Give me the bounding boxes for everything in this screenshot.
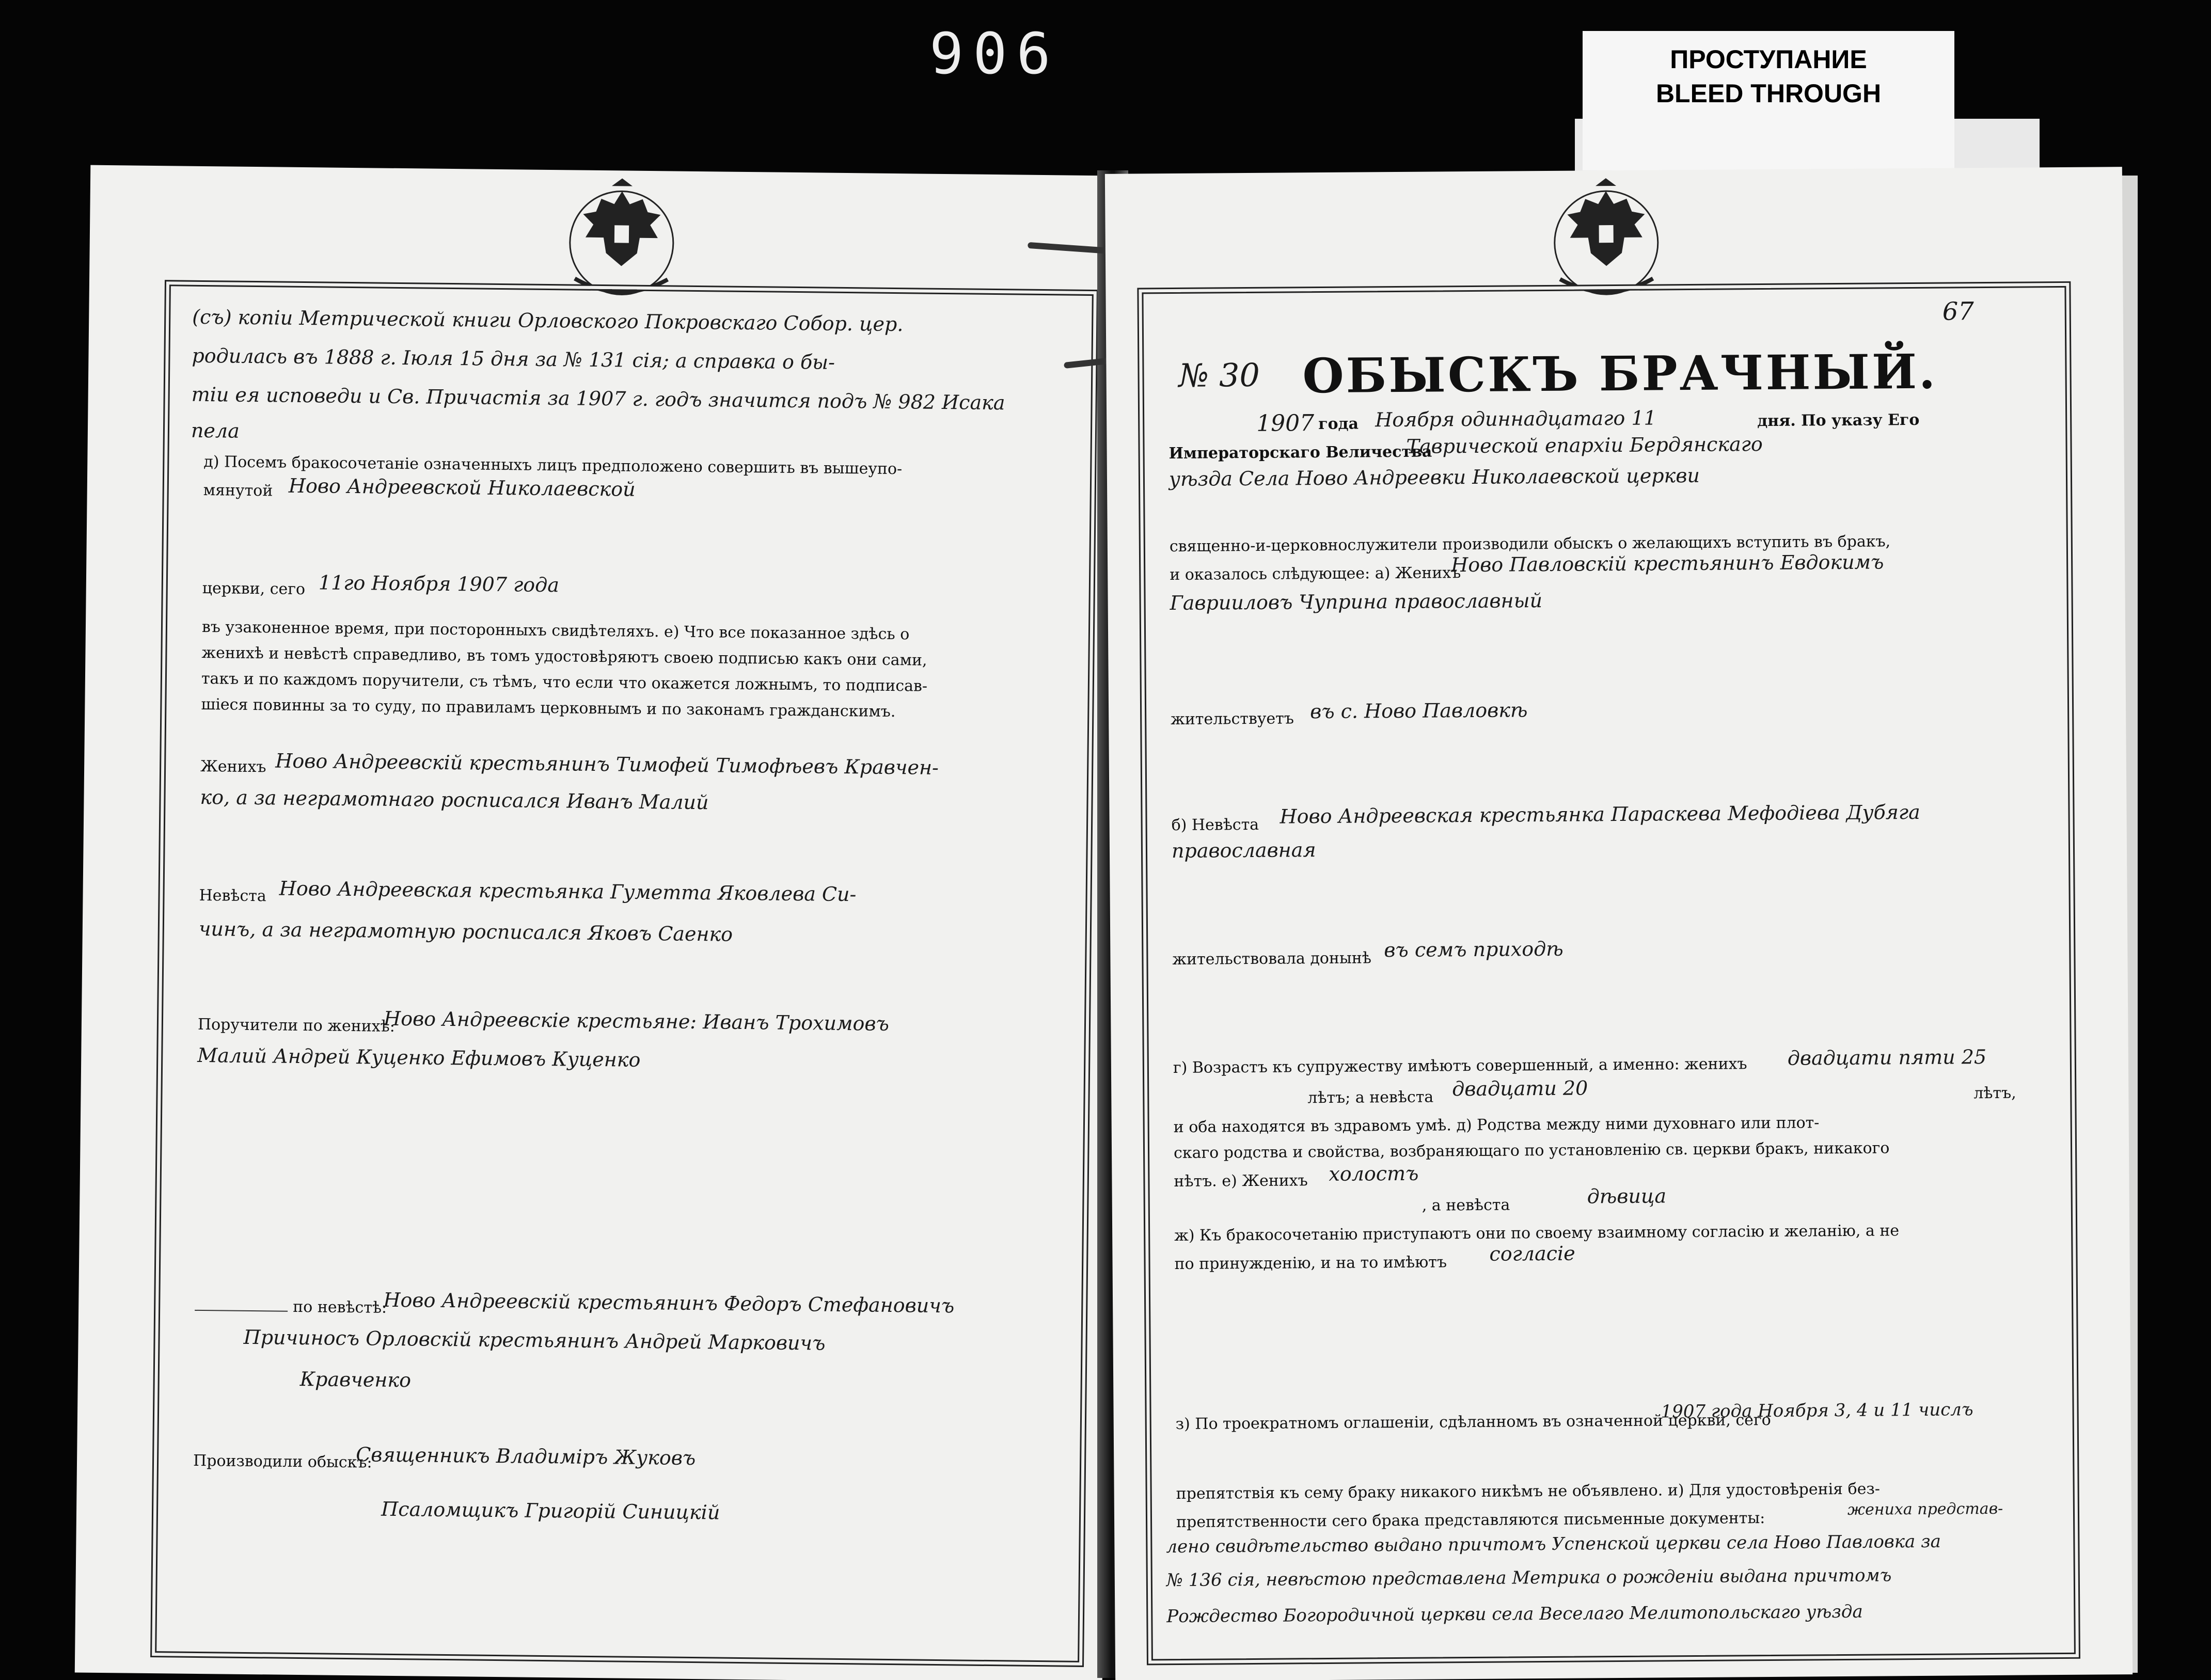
guarantors-bride-line-2: Причиносъ Орловскій крестьянинъ Андрей Марковичъ [243,1325,826,1355]
record-year-label: года [1318,415,1359,434]
bride-residence-hand: въ семъ приходѣ [1384,937,1564,962]
bride-label: Невѣста [199,886,266,906]
documents-line-4: Рождество Богородичной церкви села Веселаго Мелитопольскаго уѣзда [1166,1601,1863,1627]
wedding-date-hand: 11го Ноября 1907 года [318,571,560,597]
bleed-through-label [1583,31,1954,170]
bride-label-right: б) Невѣста [1171,815,1259,835]
guarantors-groom-line-2: Малий Андрей Куценко Ефимовъ Куценко [197,1043,641,1071]
bride-status-hand: дѣвица [1587,1184,1667,1208]
conducted-psalmist: Псаломщикъ Григорій Синицкій [381,1497,720,1524]
left-page [75,165,1118,1680]
section-e-line-3: такъ и по каждомъ поручители, съ тѣмъ, что если что окажется ложнымъ, то подписав- [201,669,928,695]
section-a-line-2: и оказалось слѣдующее: а) Женихъ [1170,564,1461,584]
age-years-label-2: лѣтъ, [1973,1084,2016,1103]
page-number: 67 [1942,297,1975,326]
record-day-label: дня. По указу Его [1757,410,1920,431]
bleed-label-en: BLEED THROUGH [1655,79,1882,108]
hand-top-line-2: родилась въ 1888 г. Іюля 15 дня за № 131 сія; а справка о бы- [192,344,835,374]
guarantors-bride-label: по невѣстѣ: [293,1297,387,1317]
groom-info-line-2: Гаврииловъ Чуприна православный [1170,589,1543,615]
record-year-hand: 1907 [1256,410,1315,437]
diocese-hand: Таврической епархіи Бердянскаго [1406,433,1763,458]
bride-status-label: , а невѣста [1422,1196,1510,1215]
health-line-3: нѣтъ. е) Женихъ [1174,1171,1308,1191]
double-headed-eagle-emblem-icon [554,175,689,300]
age-years-label-1: лѣтъ; а невѣста [1307,1088,1434,1107]
bride-signature-line-1: Ново Андреевская крестьянка Гуметта Яковлева Си- [279,877,857,906]
groom-info-line-1: Ново Павловскій крестьянинъ Евдокимъ [1450,550,1884,577]
section-e-line-2: женихѣ и невѣстѣ справедливо, въ томъ удостовѣряютъ своею подписью какъ они сами, [201,643,927,670]
groom-label: Женихъ [200,757,266,776]
groom-residence-hand: въ с. Ново Павловкѣ [1309,699,1528,723]
conducted-priest: Священникъ Владиміръ Жуковъ [355,1443,696,1470]
film-frame-number: 906 [929,21,1060,87]
hand-top-line-3: тіи ея исповеди и Св. Причастія за 1907 г. годъ значится подъ № 982 Исака [191,383,1005,415]
health-line-1: и оба находятся въ здравомъ умѣ. д) Родства между ними духовнаго или плот- [1173,1114,1820,1137]
consent-line-2: по принужденію, и на то имѣютъ [1174,1253,1447,1274]
bride-residence-label: жительствовала донынѣ [1172,949,1372,969]
section-a-line-1: священно-и-церковнослужители производили обыскъ о желающихъ вступить въ бракъ, [1169,532,1891,556]
record-title: ОБЫСКЪ БРАЧНЫЙ. [1302,343,1938,404]
hand-top-line-4: пела [191,419,240,442]
banns-dates-hand: 1907 года Ноября 3, 4 и 11 числъ [1661,1399,1973,1422]
section-e-line-4: шіеся повинны за то суду, по правиламъ церковнымъ и по законамъ гражданскимъ. [201,695,896,721]
guarantors-bride-line-3: Кравченко [299,1368,412,1392]
majesty-label: Императорскаго Величества [1168,442,1432,463]
consent-line-1: ж) Къ бракосочетанію приступаютъ они по своему взаимному согласію и желанію, а не [1174,1222,1900,1245]
conducted-label: Производили обыскъ: [193,1451,372,1472]
church-name-hand: Ново Андреевской Николаевской [288,474,636,501]
district-hand: уѣзда Села Ново Андреевки Николаевской церкви [1168,464,1700,491]
church-label: церкви, сего [202,579,306,599]
impediment-line-2: препятственности сего брака представляются письменные документы: [1176,1509,1765,1532]
consent-hand: согласіе [1489,1242,1575,1265]
groom-signature-line-2: ко, а за неграмотнаго росписался Иванъ Малий [200,785,709,814]
record-number: № 30 [1178,356,1260,394]
banns-line: з) По троекратномъ оглашеніи, сдѣланномъ въ означенной церкви, сего [1175,1410,1771,1434]
hand-top-line-1: (съ) копіи Метрической книги Орловского Покровскаго Собор. цер. [192,305,904,336]
double-headed-eagle-emblem-icon [1539,175,1674,300]
bride-info-line-2: православная [1171,838,1316,863]
section-e-line-1: въ узаконенное время, при посторонныхъ свидѣтеляхъ. е) Что все показанное здѣсь о [201,617,910,644]
groom-signature-line-1: Ново Андреевскій крестьянинъ Тимофей Тимофѣевъ Кравчен- [275,749,939,779]
section-d-text: д) Посемъ бракосочетаніе означенныхъ лицъ предположено совершить въ вышеупо- [203,452,903,479]
age-groom-hand: двадцати пяти 25 [1787,1045,1987,1070]
right-page [1105,167,2133,1680]
guarantors-bride-line-1: Ново Андреевскій крестьянинъ Федоръ Стефановичъ [383,1288,955,1318]
documents-line-2: лено свидѣтельство выдано причтомъ Успенской церкви села Ново Павловка за [1166,1531,1941,1558]
groom-status-hand: холостъ [1329,1162,1419,1185]
bride-signature-line-2: чинъ, а за неграмотную росписался Яковъ Саенко [198,917,733,946]
documents-line-1: жениха представ- [1847,1499,2003,1519]
age-bride-hand: двадцати 20 [1452,1076,1588,1101]
groom-residence-label: жительствуетъ [1171,709,1294,729]
guarantors-groom-line-1: Ново Андреевскіе крестьяне: Иванъ Трохимовъ [383,1007,890,1035]
bleed-label-ru: ПРОСТУПАНИЕ [1670,45,1867,74]
right-page-frame [1142,286,2075,1660]
record-date-hand: Ноября одиннадцатаго 11 [1375,406,1656,432]
health-line-2: скаго родства и свойства, возбраняющаго по установленію св. церкви бракъ, никакого [1173,1139,1890,1163]
documents-line-3: № 136 сія, невѣстою представлена Метрика о рожденіи выдана причтомъ [1166,1565,1892,1591]
bride-info-line-1: Ново Андреевская крестьянка Параскева Мефодіева Дубяга [1280,800,1920,828]
section-d-cont: мянутой [203,481,273,500]
guarantors-groom-label: Поручители по женихѣ: [197,1015,395,1036]
age-line: г) Возрастъ къ супружеству имѣютъ совершенный, а именно: женихъ [1173,1055,1747,1077]
impediment-line-1: препятствія къ сему браку никакого никѣмъ не объявлено. и) Для удостовѣренія без- [1176,1480,1881,1503]
